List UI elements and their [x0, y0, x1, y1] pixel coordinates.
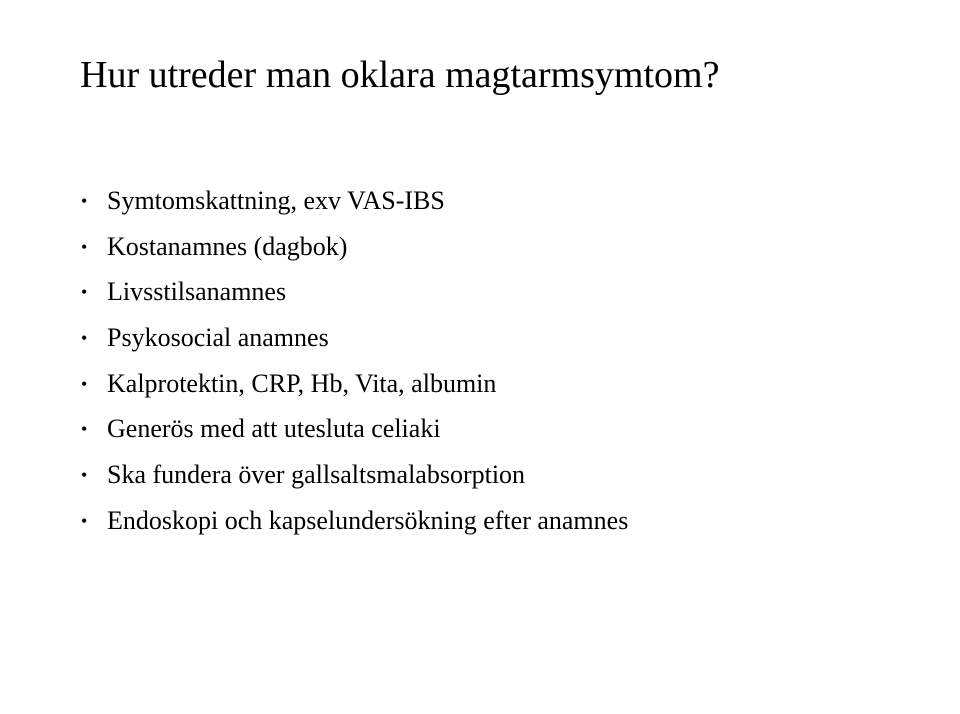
bullet-dot-icon: •: [81, 510, 88, 531]
bullet-item: [80, 182, 628, 228]
bullet-text: Kostanamnes (dagbok): [107, 231, 348, 261]
bullet-item: [80, 502, 628, 548]
bullet-text: Kalprotektin, CRP, Hb, Vita, albumin: [107, 368, 497, 398]
bullet-text: Generös med att utesluta celiaki: [107, 414, 441, 444]
bullet-dot-icon: •: [81, 419, 88, 440]
bullet-dot-icon: •: [81, 191, 88, 211]
bullet-text: Livsstilsanamnes: [107, 277, 287, 307]
bullet-item: [80, 273, 628, 319]
slide-title: Hur utreder man oklara magtarmsymtom?: [80, 54, 720, 96]
bullet-item: [80, 410, 628, 456]
bullet-text: Psykosocial anamnes: [107, 323, 329, 353]
bullet-list: [80, 182, 628, 548]
bullet-text: Ska fundera över gallsaltsmalabsorption: [107, 460, 526, 490]
bullet-item: [80, 319, 628, 365]
bullet-item: [80, 456, 628, 502]
bullet-item: [80, 365, 628, 411]
bullet-dot-icon: •: [81, 328, 88, 349]
bullet-text: Symtomskattning, exv VAS-IBS: [107, 186, 445, 215]
bullet-dot-icon: •: [81, 465, 88, 486]
bullet-item: [80, 228, 628, 274]
bullet-dot-icon: •: [81, 373, 88, 394]
bullet-dot-icon: •: [81, 236, 88, 257]
bullet-dot-icon: •: [81, 282, 88, 303]
bullet-text: Endoskopi och kapselundersökning efter anamnes: [107, 505, 629, 535]
